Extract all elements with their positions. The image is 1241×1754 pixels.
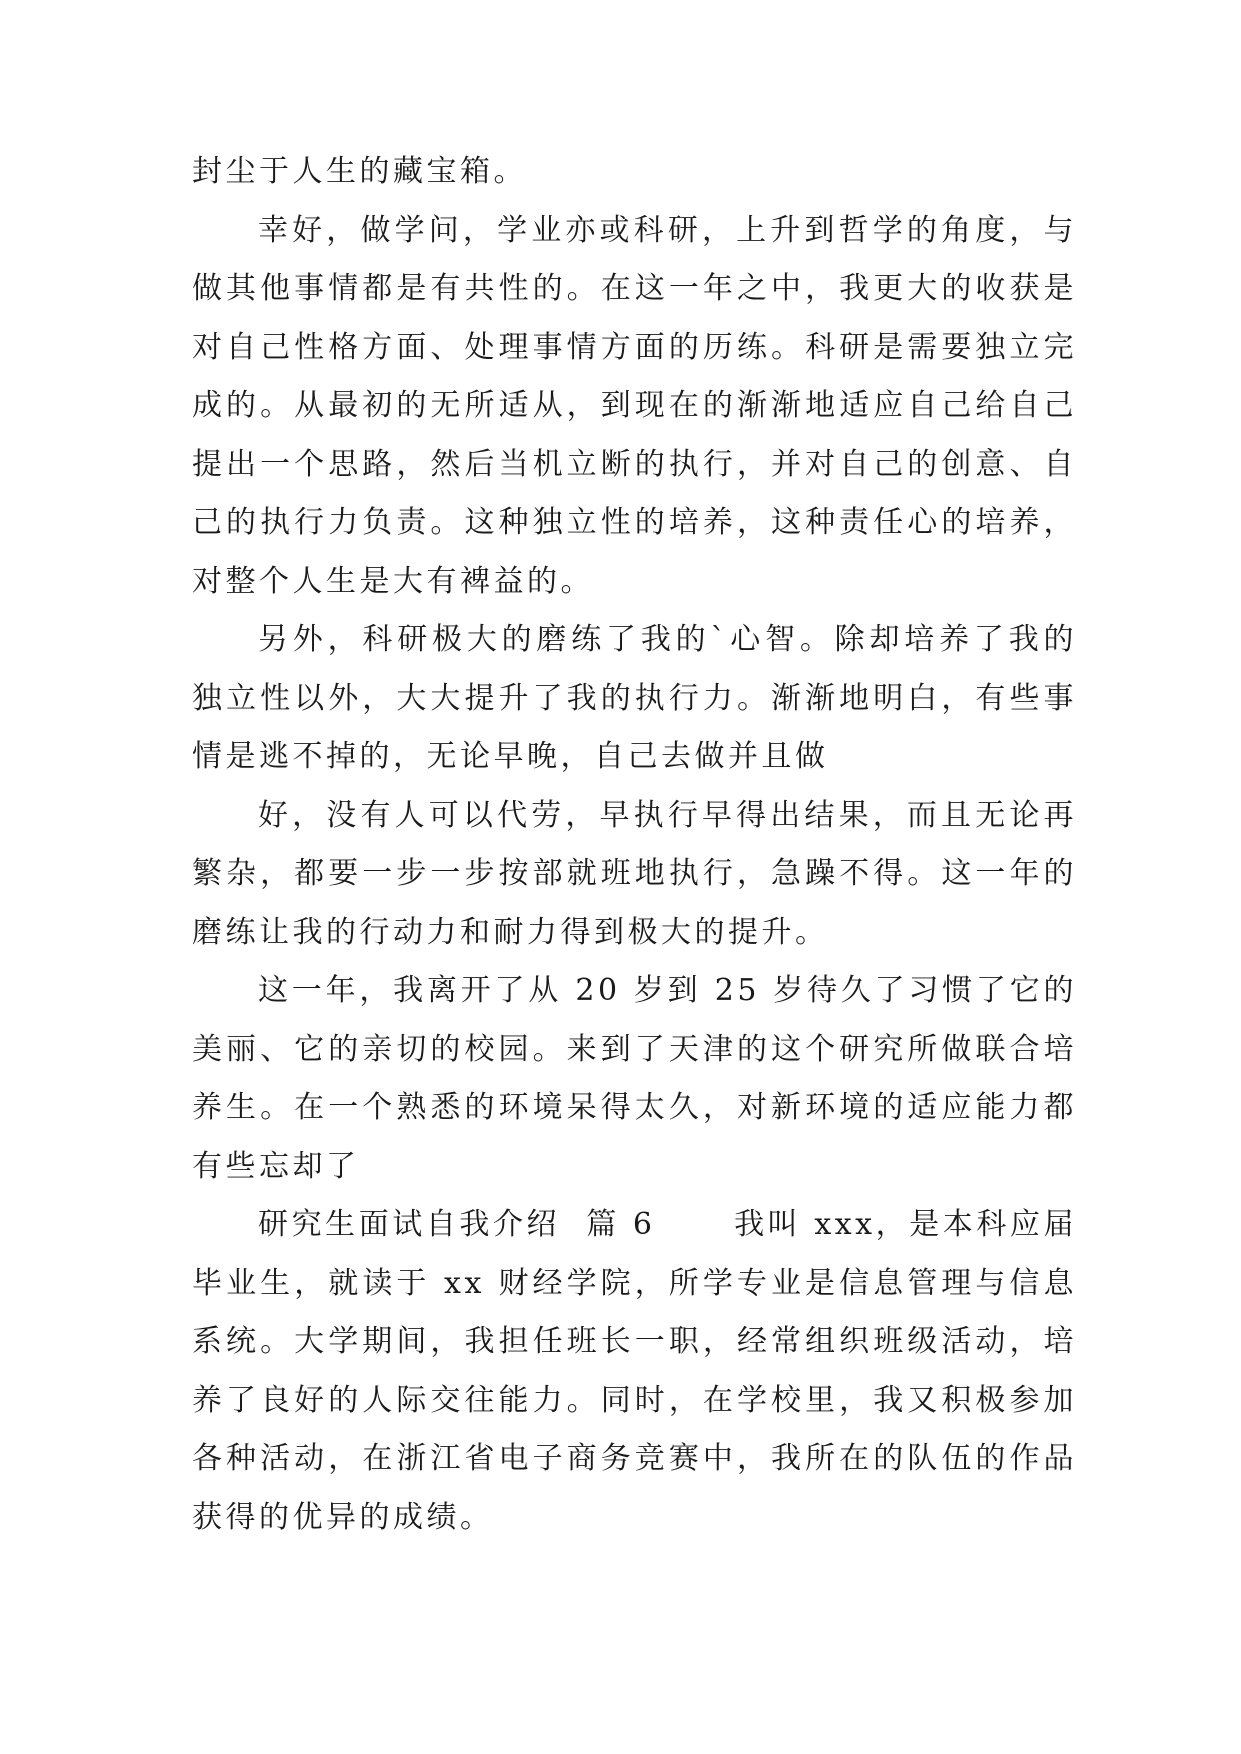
paragraph-3: 另外，科研极大的磨练了我的`心智。除却培养了我的独立性以外，大大提升了我的执行力。渐渐地明白，有些事情是逃不掉的，无论早晚，自己去做并且做 — [192, 622, 1077, 774]
paragraph-6: 研究生面试自我介绍 篇 6 我叫 xxx，是本科应届毕业生，就读于 xx 财经学院，所学专业是信息管理与信息系统。大学期间，我担任班长一职，经常组织班级活动，培养了良好的人际交往能力。同时，在学校里，我又积极参加各种活动，在浙江省电子商务竞赛中，我所在的队伍的作品获得的优异的成绩。 — [192, 1207, 1077, 1535]
paragraph-1: 封尘于人生的藏宝箱。 — [192, 154, 527, 189]
paragraph-5: 这一年，我离开了从 20 岁到 25 岁待久了习惯了它的美丽、它的亲切的校园。来到了天津的这个研究所做联合培养生。在一个熟悉的环境呆得太久，对新环境的适应能力都有些忘却了 — [192, 973, 1077, 1184]
paragraph-4: 好，没有人可以代劳，早执行早得出结果，而且无论再繁杂，都要一步一步按部就班地执行，急躁不得。这一年的磨练让我的行动力和耐力得到极大的提升。 — [192, 797, 1077, 950]
document-body — [192, 143, 1077, 1547]
paragraph-2: 幸好，做学问，学业亦或科研，上升到哲学的角度，与做其他事情都是有共性的。在这一年之中，我更大的收获是对自己性格方面、处理事情方面的历练。科研是需要独立完成的。从最初的无所适从，到现在的渐渐地适应自己给自己提出一个思路，然后当机立断的执行，并对自己的创意、自己的执行力负责。这种独立性的培养，这种责任心的培养，对整个人生是大有裨益的。 — [192, 212, 1077, 599]
